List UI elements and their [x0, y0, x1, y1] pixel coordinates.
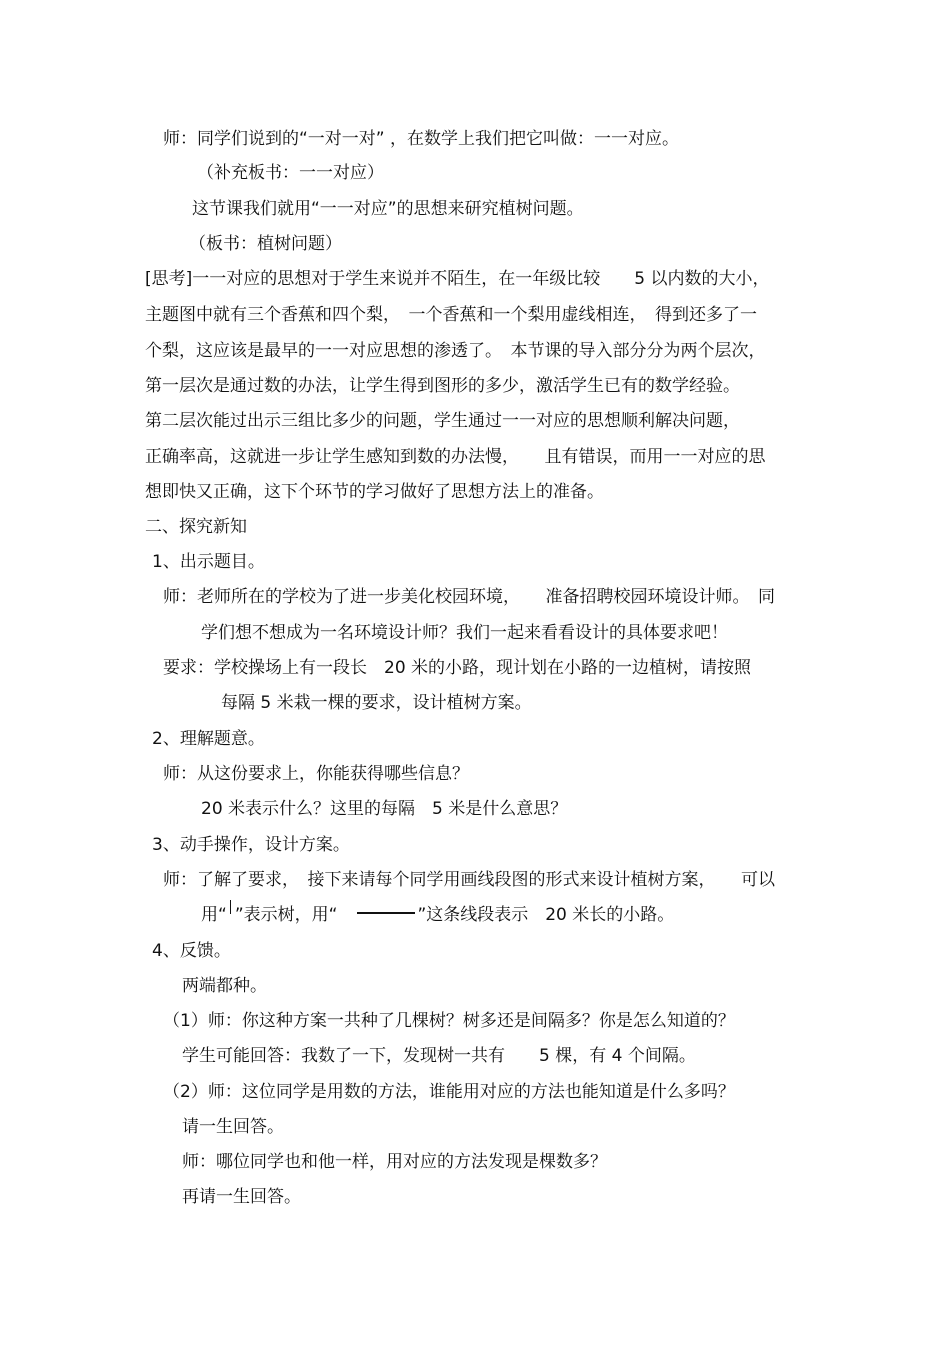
section-heading: 二、探究新知 [145, 517, 247, 537]
text-line: 师：从这份要求上，你能获得哪些信息？ [163, 764, 469, 784]
text-line: 主题图中就有三个香蕉和四个梨， 一个香蕉和一个梨用虚线相连， 得到还多了一 [145, 305, 757, 325]
text-line: 两端都种。 [182, 976, 267, 996]
text-line: 想即快又正确，这下个环节的学习做好了思想方法上的准备。 [145, 482, 604, 502]
text-line: （补充板书：一一对应） [197, 163, 384, 183]
text-line: 20 米表示什么？这里的每隔 5 米是什么意思？ [201, 799, 568, 819]
text-line: 师：哪位同学也和他一样，用对应的方法发现是棵数多？ [182, 1152, 607, 1172]
step-heading: 3、动手操作，设计方案。 [152, 835, 350, 855]
tree-mark-icon [227, 904, 235, 926]
text-line: （2）师：这位同学是用数的方法，谁能用对应的方法也能知道是什么多吗？ [163, 1082, 735, 1102]
text-segment: 用“ [201, 905, 227, 925]
text-line-with-symbols [201, 904, 674, 926]
text-line: 第二层次能过出示三组比多少的问题，学生通过一一对应的思想顺利解决问题， [145, 411, 740, 431]
text-line: 要求：学校操场上有一段长 20 米的小路，现计划在小路的一边植树，请按照 [163, 658, 752, 678]
text-line: 师：同学们说到的“一对一对” ，在数学上我们把它叫做：一一对应。 [163, 129, 680, 149]
text-line: 每隔 5 米栽一棵的要求，设计植树方案。 [221, 693, 532, 713]
text-segment: ”表示树，用“ [234, 905, 338, 925]
text-line: 第一层次是通过数的办法，让学生得到图形的多少，激活学生已有的数学经验。 [145, 376, 740, 396]
text-line: 师：了解了要求， 接下来请每个同学用画线段图的形式来设计植树方案， 可以 [163, 870, 775, 890]
text-line: （板书：植树问题） [189, 234, 342, 254]
step-heading: 4、反馈。 [152, 941, 231, 961]
text-line: 再请一生回答。 [182, 1187, 301, 1207]
step-heading: 1、出示题目。 [152, 552, 265, 572]
text-line: 学生可能回答：我数了一下，发现树一共有 5 棵，有 4 个间隔。 [182, 1046, 696, 1066]
text-line: 请一生回答。 [182, 1117, 284, 1137]
text-segment: ”这条线段表示 20 米长的小路。 [417, 905, 675, 925]
text-line: 学们想不想成为一名环境设计师？我们一起来看看设计的具体要求吧！ [201, 623, 728, 643]
text-line: 师：老师所在的学校为了进一步美化校园环境， 准备招聘校园环境设计师。 同 [163, 587, 775, 607]
text-line: 这节课我们就用“一一对应”的思想来研究植树问题。 [192, 199, 584, 219]
road-segment-icon [357, 912, 415, 914]
text-line: 正确率高，这就进一步让学生感知到数的办法慢， 且有错误，而用一一对应的思 [145, 447, 766, 467]
text-line: [思考]一一对应的思想对于学生来说并不陌生，在一年级比较 5 以内数的大小， [145, 269, 770, 289]
text-line: （1）师：你这种方案一共种了几棵树？树多还是间隔多？你是怎么知道的？ [163, 1011, 735, 1031]
text-line: 个梨，这应该是最早的一一对应思想的渗透了。 本节课的导入部分分为两个层次， [145, 341, 766, 361]
step-heading: 2、理解题意。 [152, 729, 265, 749]
